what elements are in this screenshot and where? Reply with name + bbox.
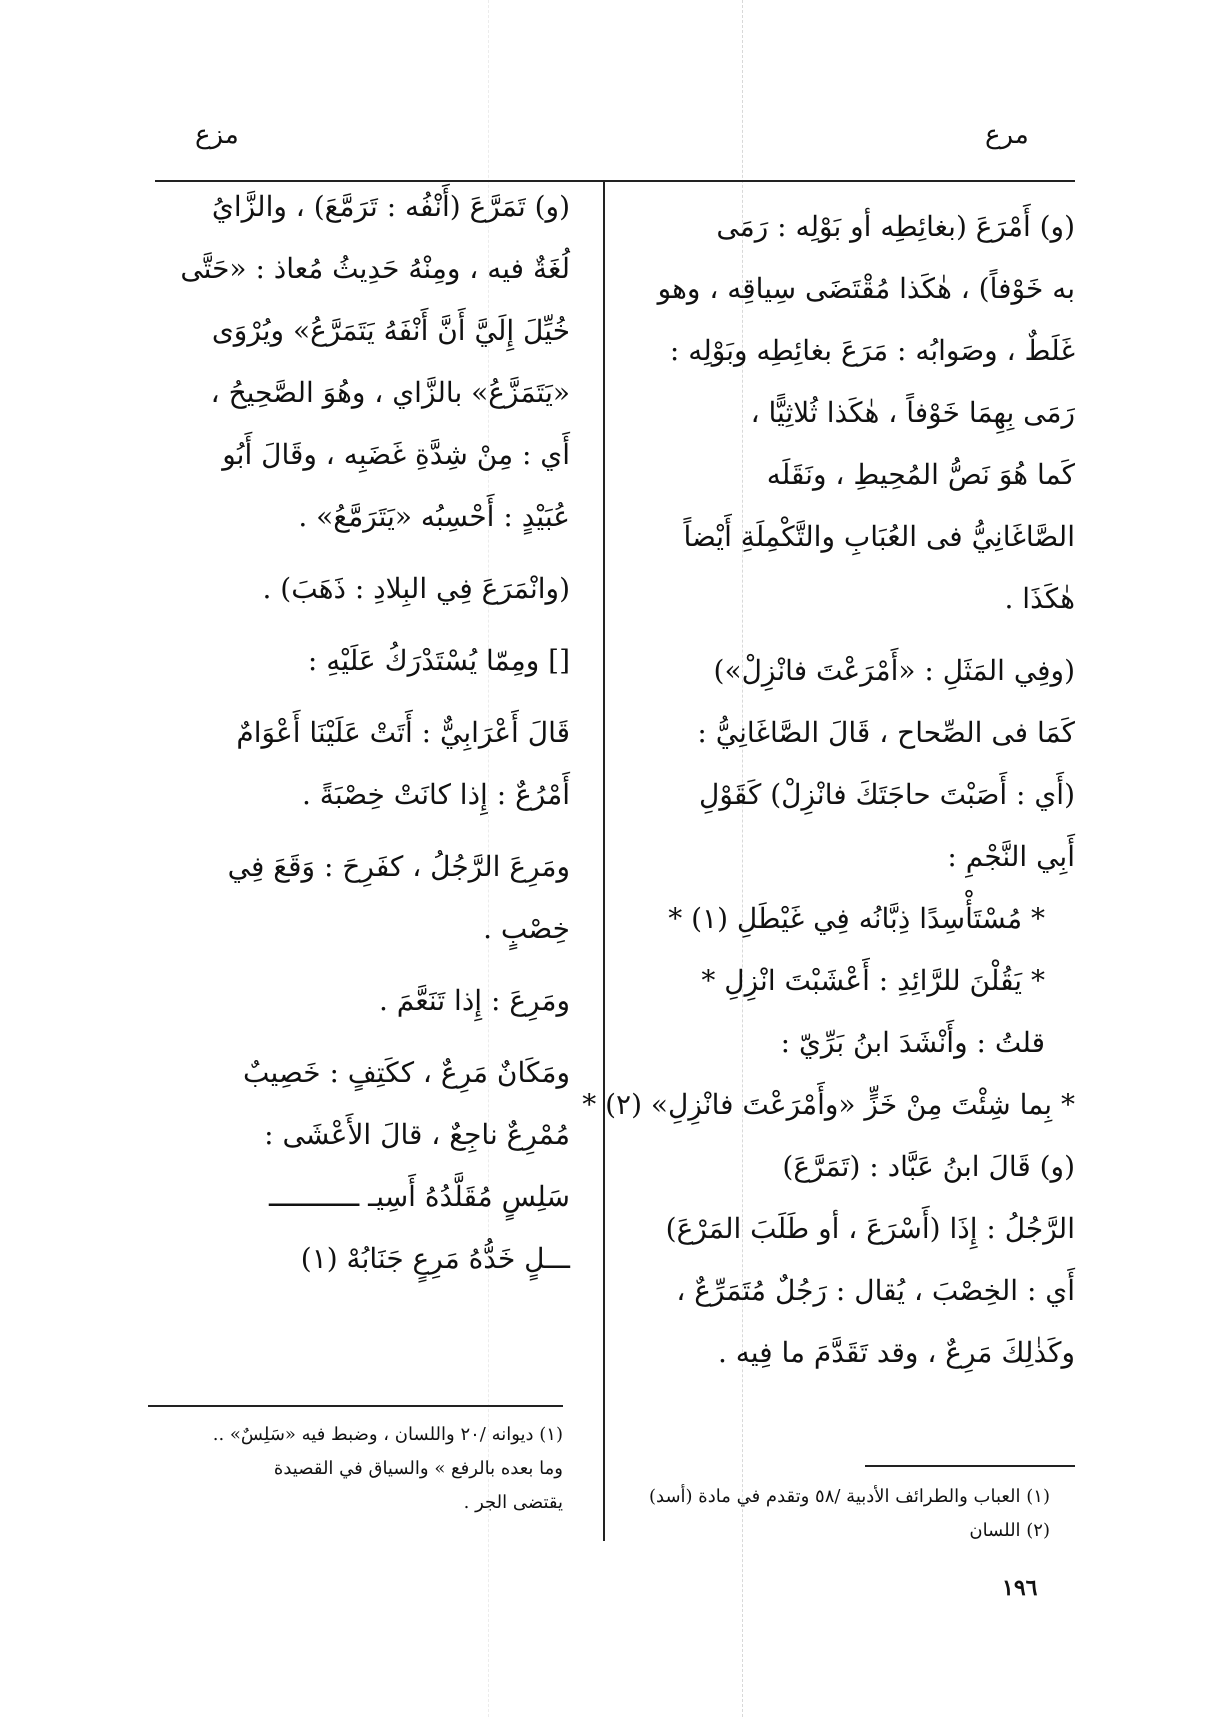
text-line: ومَرِعَ الرَّجُلُ ، كفَرِحَ : وَقَعَ فِي — [227, 850, 570, 883]
text-line: أَبِي النَّجْمِ : — [947, 840, 1075, 873]
text-line: كَمَا فى الصِّحاح ، قَالَ الصَّاغَانِيُّ : — [697, 716, 1075, 749]
left-footnotes — [148, 1418, 563, 1520]
text-line: ومَكَانٌ مَرِعٌ ، ككَتِفٍ : خَصِيبٌ — [243, 1056, 570, 1089]
text-line: أَي : مِنْ شِدَّةِ غَضَبِه ، وقَالَ أَبُو — [222, 438, 570, 471]
text-line: عُبَيْدٍ : أَحْسِبُه «يَتَرَمَّعُ» . — [298, 500, 570, 533]
text-line: (و) أَمْرَعَ (بغائِطِه أو بَوْلِه : رَمَى — [716, 210, 1075, 243]
text-line: أَمْرُعٌ : إِذا كانَتْ خِصْبَةً . — [302, 778, 570, 811]
header-entry-left: مزع — [195, 120, 239, 150]
header-entry-right: مرع — [985, 120, 1029, 150]
text-line: أَي : الخِصْبَ ، يُقال : رَجُلٌ مُتَمَرِّعٌ ، — [676, 1274, 1075, 1307]
text-line: رَمَى بِهِمَا خَوْفاً ، هٰكَذا ثُلاثِيًّا ، — [750, 396, 1075, 429]
verse-line: * يَقُلْنَ للرَّائِدِ : أَعْشَبْتَ انْزِلِ * — [701, 964, 1045, 997]
footnote-rule-right — [865, 1465, 1075, 1467]
text-line: لُغَةٌ فيه ، ومِنْهُ حَدِيثُ مُعاذ : «حَتَّى — [180, 252, 570, 285]
page-number: ١٩٦ — [1002, 1575, 1038, 1601]
footnote: (١) العباب والطرائف الأدبية /٥٨ وتقدم في مادة (أسد) — [649, 1486, 1050, 1507]
text-line: قَالَ أَعْرَابِيٌّ : أَتَتْ عَلَيْنَا أَعْوَامٌ — [236, 716, 570, 749]
text-line: خِصْبٍ . — [483, 912, 570, 945]
right-column — [582, 196, 1075, 1384]
text-line: (وانْمَرَعَ فِي البِلادِ : ذَهَبَ) . — [262, 572, 570, 605]
text-line: (و) قَالَ ابنُ عَبَّاد : (تَمَرَّعَ) — [782, 1150, 1075, 1183]
text-line: [] ومِمّا يُسْتَدْرَكُ عَلَيْهِ : — [307, 644, 570, 677]
footnote: وما بعده بالرفع » والسياق في القصيدة — [273, 1458, 563, 1479]
text-line: ومَرِعَ : إِذا تَنَعَّمَ . — [378, 984, 570, 1017]
text-line: غَلَطٌ ، وصَوابُه : مَرَعَ بغائِطِه وبَوْلِه : — [669, 334, 1075, 367]
text-line: الرَّجُلُ : إِذَا (أَسْرَعَ ، أو طَلَبَ المَرْعَ) — [665, 1212, 1075, 1245]
text-line: قلتُ : وأَنْشَدَ ابنُ بَرِّيّ : — [780, 1026, 1045, 1059]
text-line: وكَذٰلِكَ مَرِعٌ ، وقد تَقَدَّمَ ما فِيه . — [717, 1336, 1075, 1369]
text-line: كَما هُوَ نَصُّ المُحِيطِ ، ونَقَلَه — [766, 458, 1075, 491]
text-line: الصَّاغَانِيُّ فى العُبَابِ والتَّكْمِلَةِ أَيْضاً — [683, 520, 1075, 553]
text-line: مُمْرِعٌ ناجِعٌ ، قالَ الأَعْشَى : — [264, 1118, 570, 1151]
footnote: (١) ديوانه /٢٠ واللسان ، وضبط فيه «سَلِسٌ» .. — [212, 1424, 563, 1445]
text-line: «يَتَمَزَّعُ» بالزَّاي ، وهُوَ الصَّحِيحُ ، — [210, 376, 570, 409]
footnote-rule-left — [148, 1405, 563, 1407]
text-line: هٰكَذَا . — [1004, 582, 1075, 615]
verse-line: * مُسْتَأْسِدًا ذِبَّانُه فِي غَيْطَلِ (١) * — [668, 902, 1045, 935]
verse-line: سَلِسٍ مُقَلَّدُهُ أَسِيـ ـــــــــــ — [268, 1180, 570, 1213]
verse-line: ـــلٍ خَدُّهُ مَرِعٍ جَنَابُهْ (١) — [300, 1242, 570, 1275]
text-line: (أَي : أَصَبْتَ حاجَتَكَ فانْزِلْ) كَقَوْلِ — [699, 778, 1075, 811]
text-line: (وفِي المَثَلِ : «أَمْرَعْتَ فانْزِلْ») — [713, 654, 1075, 687]
column-divider — [603, 181, 605, 1541]
left-column — [140, 176, 570, 1290]
text-line: خُيِّلَ إِلَيَّ أَنَّ أَنْفَهُ يَتَمَرَّعُ» ويُرْوَى — [211, 314, 570, 347]
right-footnotes — [640, 1480, 1050, 1548]
text-line: (و) تَمَرَّعَ (أَنْفُه : تَرَمَّعَ) ، والزَّايُ — [211, 190, 570, 223]
footnote: يقتضى الجر . — [463, 1492, 563, 1513]
text-line: به خَوْفاً) ، هٰكَذا مُقْتَضَى سِياقِه ، وهو — [657, 272, 1075, 305]
verse-line: * بِما شِئْتَ مِنْ خَزٍّ «وأَمْرَعْتَ فانْزِلِ» (٢) * — [582, 1088, 1075, 1121]
footnote: (٢) اللسان — [969, 1520, 1050, 1541]
